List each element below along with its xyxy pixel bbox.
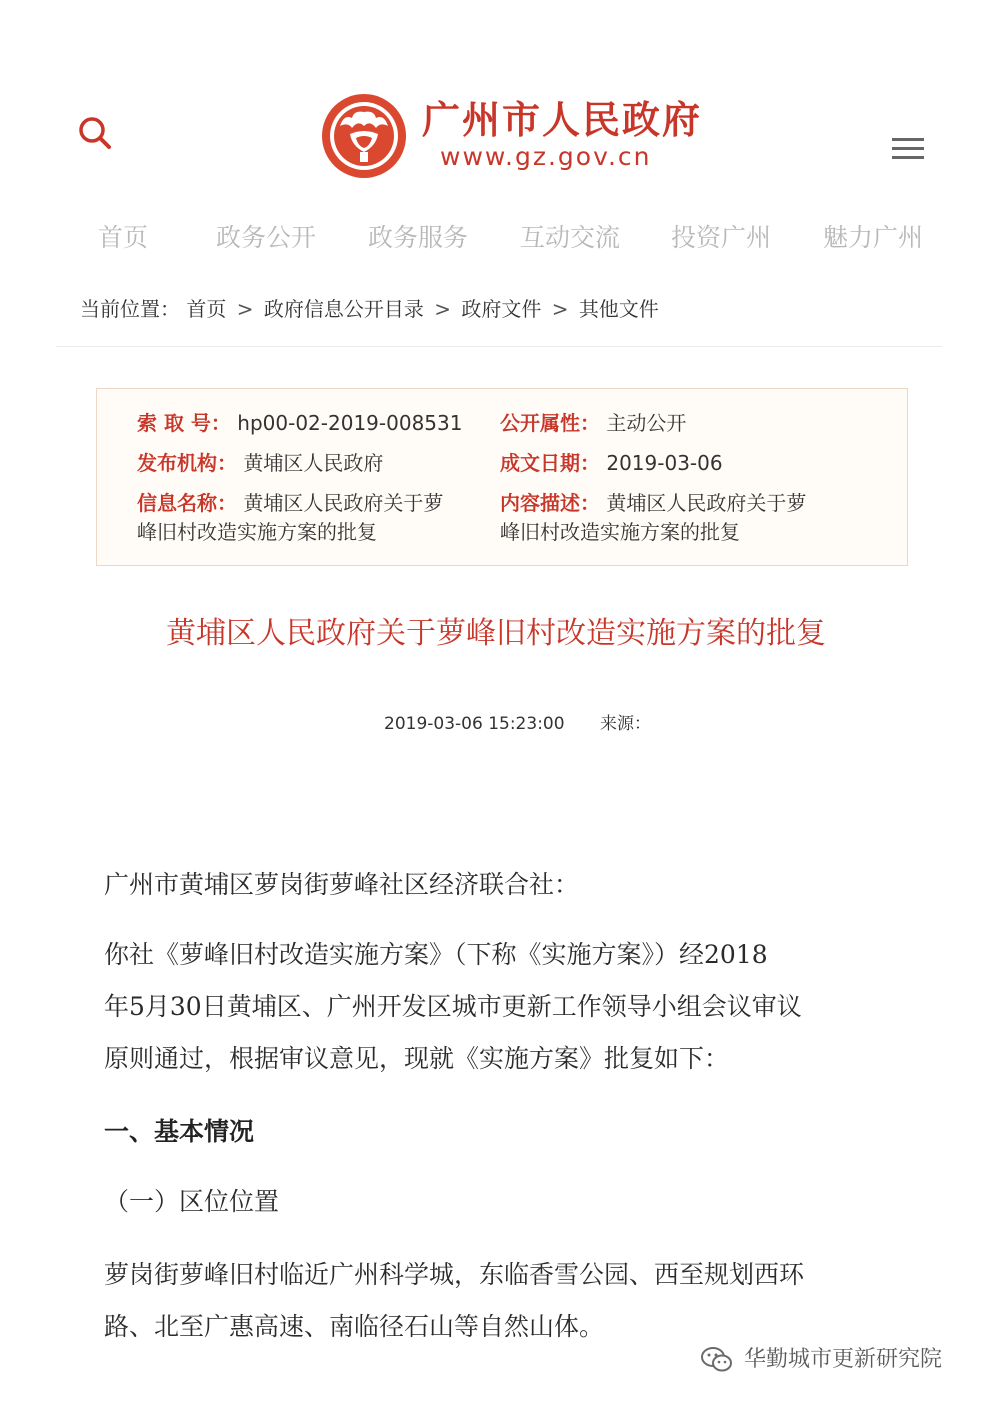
- government-emblem-logo[interactable]: [320, 92, 408, 180]
- breadcrumb-separator: >: [434, 297, 451, 321]
- hamburger-menu-icon[interactable]: [890, 134, 926, 164]
- info-publicity: [500, 408, 686, 438]
- info-desc-label: 内容描述：: [500, 491, 600, 515]
- info-publicity-label: 公开属性：: [500, 411, 600, 435]
- breadcrumb-item-other-documents[interactable]: 其他文件: [578, 297, 659, 321]
- document-meta: [384, 710, 651, 738]
- info-date-value: 2019-03-06: [606, 451, 723, 475]
- breadcrumb-item-home[interactable]: 首页: [186, 297, 227, 321]
- document-title: 黄埔区人民政府关于萝峰旧村改造实施方案的批复: [166, 616, 826, 651]
- info-desc-value: 黄埔区人民政府关于萝: [606, 491, 807, 515]
- paragraph-line: 路、北至广惠高速、南临径石山等自然山体。: [104, 1312, 605, 1341]
- header-divider: [56, 346, 942, 347]
- nav-item-gov-services[interactable]: 政务服务: [368, 223, 469, 252]
- info-name-value: 黄埔区人民政府关于萝: [243, 491, 444, 515]
- paragraph-line: 你社《萝峰旧村改造实施方案》（下称《实施方案》）经2018: [104, 940, 768, 969]
- nav-item-interaction[interactable]: 互动交流: [520, 223, 621, 252]
- info-index-no-label: 索 取 号：: [137, 411, 231, 435]
- info-publisher-value: 黄埔区人民政府: [243, 451, 384, 475]
- breadcrumb-item-catalog[interactable]: 政府信息公开目录: [263, 297, 424, 321]
- publish-datetime: 2019-03-06 15:23:00: [384, 714, 565, 734]
- section-heading: 一、基本情况: [104, 1117, 255, 1146]
- nav-item-charm[interactable]: 魅力广州: [823, 223, 924, 252]
- paragraph-line: 年5月30日黄埔区、广州开发区城市更新工作领导小组会议审议: [104, 992, 802, 1021]
- site-name: 广州市人民政府: [422, 98, 703, 142]
- wechat-icon: [700, 1345, 734, 1375]
- breadcrumb: [80, 294, 659, 324]
- breadcrumb-item-gov-documents[interactable]: 政府文件: [461, 297, 542, 321]
- addressee: 广州市黄埔区萝岗街萝峰社区经济联合社：: [104, 870, 580, 899]
- watermark-text: 华勤城市更新研究院: [744, 1347, 943, 1372]
- search-icon[interactable]: [76, 114, 116, 154]
- info-publisher-label: 发布机构：: [137, 451, 237, 475]
- info-name-value-cont: 峰旧村改造实施方案的批复: [137, 520, 377, 544]
- nav-item-gov-affairs-open[interactable]: 政务公开: [216, 223, 317, 252]
- nav-item-invest[interactable]: 投资广州: [671, 223, 772, 252]
- info-name-label: 信息名称：: [137, 491, 237, 515]
- info-publisher: [137, 448, 383, 478]
- info-index-no: [137, 408, 462, 438]
- main-nav: [60, 218, 940, 258]
- info-desc-value-cont: 峰旧村改造实施方案的批复: [500, 520, 740, 544]
- info-name: [137, 488, 443, 518]
- breadcrumb-separator: >: [551, 297, 569, 321]
- paragraph-line: 萝岗街萝峰旧村临近广州科学城，东临香雪公园、西至规划西环: [104, 1260, 805, 1289]
- subsection-heading: （一）区位位置: [104, 1187, 280, 1216]
- info-index-no-value: hp00-02-2019-008531: [237, 411, 463, 435]
- info-publicity-value: 主动公开: [606, 411, 687, 435]
- source-label: 来源：: [599, 714, 651, 734]
- document-info-box: [96, 388, 908, 566]
- paragraph-line: 原则通过，根据审议意见，现就《实施方案》批复如下：: [104, 1044, 730, 1073]
- info-date: [500, 448, 723, 478]
- breadcrumb-separator: >: [236, 297, 254, 321]
- info-date-label: 成文日期：: [500, 451, 600, 475]
- info-desc: [500, 488, 806, 518]
- site-url: www.gz.gov.cn: [440, 142, 652, 171]
- breadcrumb-label: 当前位置：: [80, 297, 180, 321]
- nav-item-home[interactable]: 首页: [98, 223, 149, 252]
